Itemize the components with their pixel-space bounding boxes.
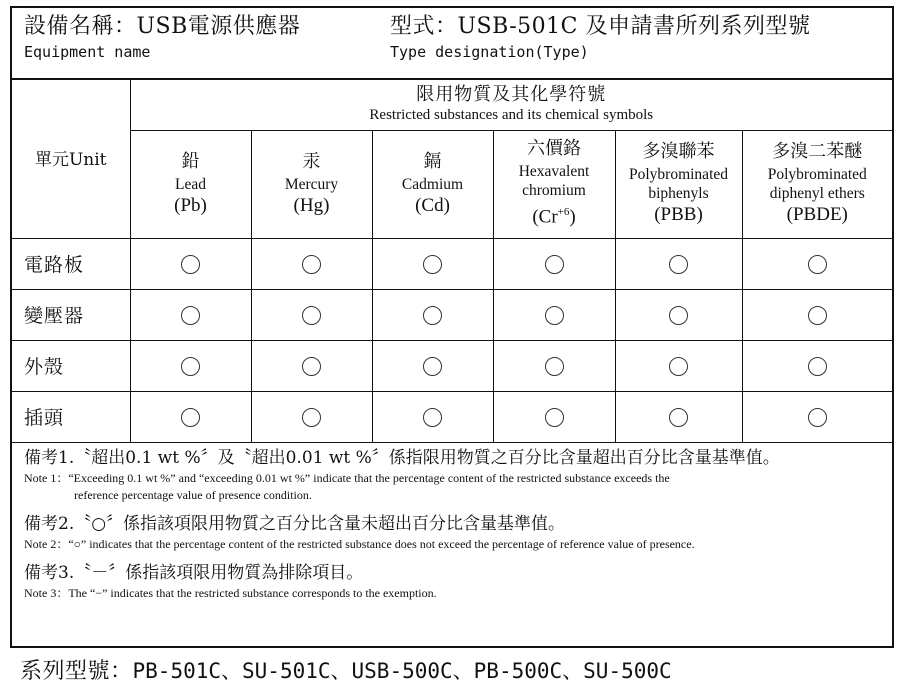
substance-en: Hexavalent chromium [518,163,590,200]
unit-name: 外殼 [12,340,130,391]
note2-cn: 備考2.〝○〞係指該項限用物質之百分比含量未超出百分比含量基準值。 [24,514,566,534]
mark-cell [372,340,493,391]
substance-en: Polybrominated diphenyl ethers [767,166,867,202]
mark-cell [615,391,742,442]
restricted-substances-cn: 限用物質及其化學符號 [416,83,607,105]
equipment-name-en: Equipment name [24,43,151,61]
mark-cell [742,238,892,289]
mark-cell [493,340,615,391]
type-designation-cn: 型式：USB-501C 及申請書所列系列型號 [390,14,811,39]
equipment-name-cell [24,14,300,62]
substance-en: Cadmium [401,175,464,193]
mark-cell [493,391,615,442]
substance-symbol: (Hg) [293,194,330,216]
circle-mark-icon [302,255,321,274]
table-row [12,391,892,442]
substance-pbb [615,130,742,238]
note1-en-line1: Note 1：“Exceeding 0.1 wt %” and “exceeding 0.01 wt %” indicate that the percentage content of the restricted substance exceeds the [24,471,670,485]
series-models: PB-501C、SU-501C、USB-500C、PB-500C、SU-500C [132,659,672,683]
circle-mark-icon [669,357,688,376]
substance-mercury [251,130,372,238]
note3-en: Note 3：The “−” indicates that the restricted substance corresponds to the exemption. [24,586,437,600]
mark-cell [130,289,251,340]
circle-mark-icon [669,255,688,274]
circle-mark-icon [545,306,564,325]
mark-cell [372,391,493,442]
circle-mark-icon [545,408,564,427]
mark-cell [493,238,615,289]
circle-mark-icon [808,408,827,427]
substance-cn: 汞 [302,150,321,172]
circle-mark-icon [808,357,827,376]
rohs-declaration-frame [10,6,894,648]
mark-cell [615,238,742,289]
substance-symbol: (PBDE) [786,204,848,225]
mark-cell [742,289,892,340]
unit-name: 電路板 [12,238,130,289]
substance-lead [130,130,251,238]
substance-en: Lead [175,175,206,193]
mark-cell [130,238,251,289]
unit-name: 變壓器 [12,289,130,340]
declaration-header [12,8,892,80]
equipment-name-cn: 設備名稱：USB電源供應器 [24,14,301,39]
substance-symbol: (Pb) [174,194,207,216]
note1-cn: 備考1.〝超出0.1 wt %〞及〝超出0.01 wt %〞係指限用物質之百分比含量超出百分比含量基準值。 [24,448,780,468]
substance-symbol: (Cd) [415,194,450,216]
mark-cell [251,340,372,391]
circle-mark-icon [808,306,827,325]
substance-cn: 多溴二苯醚 [772,141,863,162]
substance-cadmium [372,130,493,238]
mark-cell [251,289,372,340]
type-designation-cell [390,14,810,62]
mark-cell [615,289,742,340]
series-models-footer [20,656,672,687]
circle-mark-icon [423,408,442,427]
mark-cell [742,340,892,391]
circle-mark-icon [302,357,321,376]
table-row [12,289,892,340]
circle-mark-icon [181,306,200,325]
table-row [12,238,892,289]
circle-mark-icon [181,357,200,376]
circle-mark-icon [669,306,688,325]
circle-mark-icon [181,408,200,427]
note1-en [24,470,884,504]
type-designation-en: Type designation(Type) [390,43,589,61]
substance-symbol: $(Cr^{+6})$ [532,206,576,228]
note3-cn: 備考3.〝－〞係指該項限用物質為排除項目。 [24,563,364,583]
mark-cell [130,391,251,442]
series-label: 系列型號： [20,659,133,684]
mark-cell [251,238,372,289]
mark-cell [130,340,251,391]
circle-mark-icon [423,255,442,274]
circle-mark-icon [181,255,200,274]
substance-cn: 六價鉻 [527,138,581,160]
substance-header-row [12,130,892,238]
substance-cn: 鎘 [423,150,442,172]
circle-mark-icon [545,357,564,376]
unit-name: 插頭 [12,391,130,442]
restricted-substances-en: Restricted substances and its chemical symbols [369,106,654,123]
mark-cell [615,340,742,391]
restricted-substances-header [130,78,892,130]
mark-cell [251,391,372,442]
circle-mark-icon [808,255,827,274]
substance-cn: 多溴聯苯 [642,141,715,162]
substance-cn: 鉛 [181,150,200,172]
circle-mark-icon [423,357,442,376]
unit-header: 單元Unit [12,78,130,238]
circle-mark-icon [302,306,321,325]
circle-mark-icon [669,408,688,427]
notes-section [24,446,884,602]
substance-pbde [742,130,892,238]
mark-cell [372,238,493,289]
substance-symbol: (PBB) [654,204,703,225]
substance-en: Mercury [284,175,339,193]
mark-cell [742,391,892,442]
table-row [12,340,892,391]
substance-en: Polybrominated biphenyls [628,166,729,202]
mark-cell [493,289,615,340]
restricted-substances-table [12,78,892,443]
mark-cell [372,289,493,340]
circle-mark-icon [423,306,442,325]
circle-mark-icon [545,255,564,274]
note1-en-line2: reference percentage value of presence condition. [74,488,312,502]
circle-mark-icon [302,408,321,427]
note2-en: Note 2：“○” indicates that the percentage content of the restricted substance does not exceed the percentage of reference value of presence. [24,537,695,551]
substance-hexavalent-chromium [493,130,615,238]
